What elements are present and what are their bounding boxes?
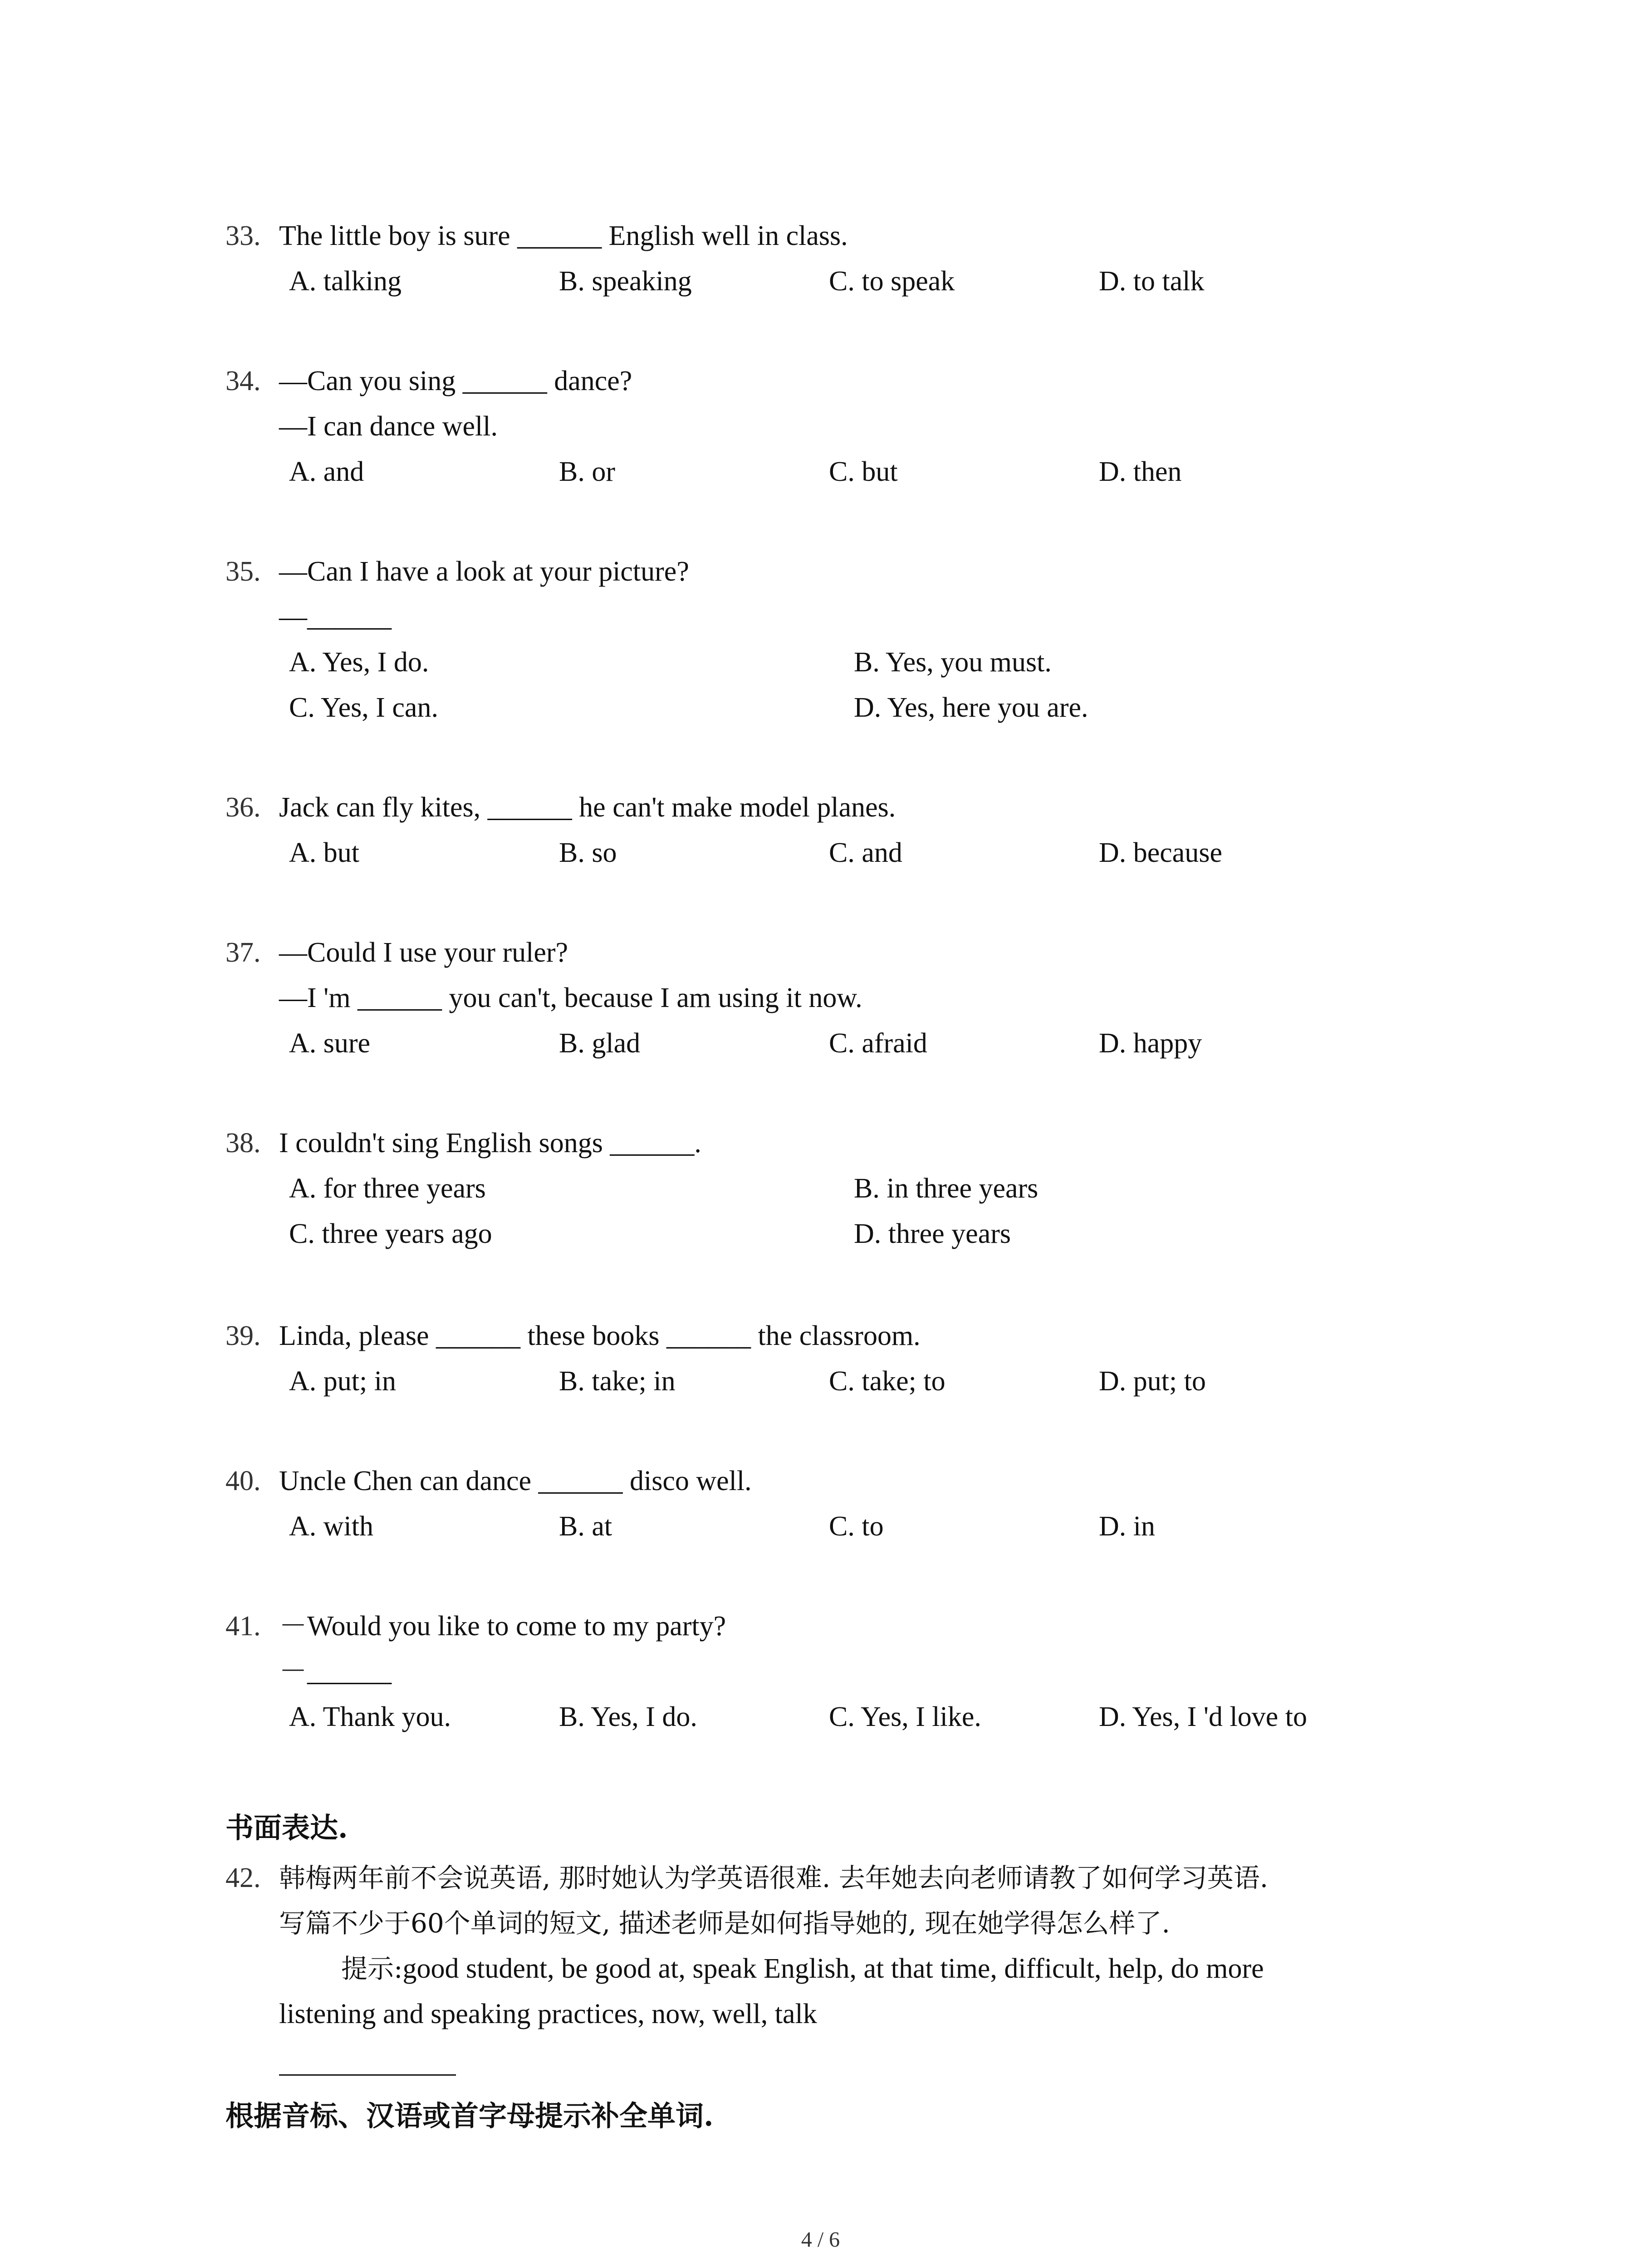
question-37: [225, 930, 1496, 1066]
answer-blank-line: [279, 2074, 456, 2076]
question-stem-line: —I 'm ______ you can't, because I am using it now.: [279, 982, 862, 1013]
question-42: [225, 1855, 1496, 2037]
options: [225, 1359, 1496, 1404]
question-number: 37.: [225, 937, 261, 968]
question-41: [225, 1603, 1496, 1740]
options: [225, 1504, 1496, 1549]
option-d: D. put; to: [1099, 1366, 1206, 1397]
question-stem: Linda, please ______ these books ______ the classroom.: [279, 1320, 921, 1351]
option-a: A. Thank you.: [289, 1701, 451, 1732]
option-c: C. to: [829, 1511, 884, 1542]
question-stem: －Would you like to come to my party?: [279, 1611, 726, 1642]
option-c: C. and: [829, 837, 902, 868]
section-heading-word-completion: 根据音标、汉语或首字母提示补全单词.: [225, 2099, 714, 2132]
question-stem: —Could I use your ruler?: [279, 937, 568, 968]
options: [225, 1166, 1496, 1211]
options: [225, 640, 1496, 685]
question-prompt: 韩梅两年前不会说英语, 那时她认为学英语很难. 去年她去向老师请教了如何学习英语.: [279, 1862, 1269, 1893]
question-40: [225, 1458, 1496, 1549]
option-a: A. but: [289, 837, 359, 868]
option-c: C. Yes, I can.: [289, 692, 438, 723]
hint-label: 提示:: [341, 1953, 403, 1984]
option-d: D. three years: [854, 1218, 1011, 1249]
option-c: C. to speak: [829, 266, 955, 297]
option-a: A. and: [289, 456, 364, 487]
question-number: 40.: [225, 1466, 261, 1496]
question-stem: I couldn't sing English songs ______.: [279, 1128, 701, 1158]
options: [225, 685, 1496, 730]
question-34: [225, 358, 1496, 494]
option-d: D. Yes, I 'd love to: [1099, 1701, 1307, 1732]
option-a: A. sure: [289, 1028, 371, 1059]
question-number: 34.: [225, 366, 261, 396]
question-stem-line: —I can dance well.: [279, 411, 498, 442]
option-b: B. Yes, I do.: [559, 1701, 697, 1732]
question-number: 38.: [225, 1128, 261, 1158]
option-d: D. in: [1099, 1511, 1155, 1542]
question-stem-line: —______: [279, 601, 392, 632]
option-a: A. with: [289, 1511, 373, 1542]
option-b: B. so: [559, 837, 617, 868]
option-c: C. take; to: [829, 1366, 945, 1397]
options: [225, 1694, 1496, 1740]
question-stem: Jack can fly kites, ______ he can't make model planes.: [279, 792, 896, 823]
options: [225, 259, 1496, 304]
option-b: B. glad: [559, 1028, 641, 1059]
question-stem: —Can I have a look at your picture?: [279, 556, 689, 587]
question-number: 39.: [225, 1320, 261, 1351]
question-number: 35.: [225, 556, 261, 587]
question-stem: The little boy is sure ______ English well in class.: [279, 220, 848, 251]
option-c: C. afraid: [829, 1028, 927, 1059]
option-b: B. speaking: [559, 266, 692, 297]
option-b: B. in three years: [854, 1173, 1038, 1204]
question-stem: Uncle Chen can dance ______ disco well.: [279, 1466, 752, 1496]
question-number: 36.: [225, 792, 261, 823]
option-c: C. three years ago: [289, 1218, 492, 1249]
option-a: A. put; in: [289, 1366, 396, 1397]
option-d: D. happy: [1099, 1028, 1202, 1059]
question-prompt-line: 写篇不少于60个单词的短文, 描述老师是如何指导她的, 现在她学得怎么样了.: [279, 1908, 1170, 1939]
question-stem-line: －______: [279, 1656, 392, 1687]
option-d: D. because: [1099, 837, 1222, 868]
question-stem: —Can you sing ______ dance?: [279, 366, 632, 396]
section-heading-writing: 书面表达.: [225, 1811, 348, 1844]
options: [225, 1211, 1496, 1256]
hint-text: good student, be good at, speak English, at that time, difficult, help, do more: [402, 1953, 1264, 1984]
hint-text-line: listening and speaking practices, now, well, talk: [279, 1999, 817, 2029]
option-b: B. take; in: [559, 1366, 676, 1397]
question-38: [225, 1120, 1496, 1256]
page-number: 4 / 6: [801, 2228, 840, 2252]
question-39: [225, 1313, 1496, 1404]
option-b: B. Yes, you must.: [854, 647, 1052, 678]
option-b: B. or: [559, 456, 615, 487]
option-a: A. Yes, I do.: [289, 647, 429, 678]
option-d: D. to talk: [1099, 266, 1205, 297]
question-number: 33.: [225, 220, 261, 251]
option-d: D. then: [1099, 456, 1182, 487]
question-36: [225, 785, 1496, 875]
options: [225, 1021, 1496, 1066]
question-35: [225, 549, 1496, 730]
option-a: A. for three years: [289, 1173, 486, 1204]
option-a: A. talking: [289, 266, 402, 297]
options: [225, 830, 1496, 875]
question-33: [225, 213, 1496, 304]
option-c: C. Yes, I like.: [829, 1701, 981, 1732]
option-c: C. but: [829, 456, 898, 487]
question-number: 42.: [225, 1862, 261, 1893]
options: [225, 449, 1496, 494]
option-b: B. at: [559, 1511, 612, 1542]
option-d: D. Yes, here you are.: [854, 692, 1088, 723]
question-number: 41.: [225, 1611, 261, 1642]
